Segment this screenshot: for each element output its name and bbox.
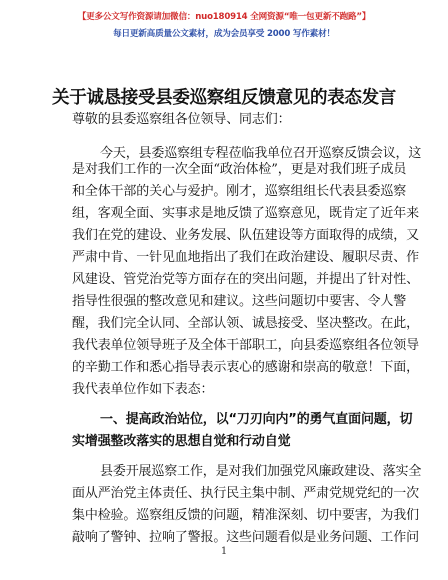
promo-banner-line-1: 【更多公文写作资源请加微信：nuo180914 全网资源“唯一包更新不跑路”】 xyxy=(77,12,371,22)
paragraph-line: 和全体干部的关心与爱护。刚才，巡察组组长代表县委巡察 xyxy=(72,184,407,199)
paragraph-line: 严肃中肯、一针见血地指出了我们在政治建设、履职尽责、作 xyxy=(72,250,419,265)
paragraph-line: 醒，我们完全认同、全部认领、诚恳接受、坚决整改。在此， xyxy=(72,316,419,331)
paragraph-line: 敲响了警钟、拉响了警报。这些问题看似是业务问题、工作问 xyxy=(72,530,419,545)
paragraph-line: 县委开展巡察工作，是对我们加强党风廉政建设、落实全 xyxy=(100,464,422,479)
paragraph-line: 的辛勤工作和悉心指导表示衷心的感谢和崇高的敬意！下面， xyxy=(72,360,419,375)
paragraph-line: 组，客观全面、实事求是地反馈了巡察意见，既肯定了近年来 xyxy=(72,206,419,221)
paragraph-line: 风建设、管党治党等方面存在的突出问题，并提出了针对性、 xyxy=(72,272,419,287)
section-heading: 实增强整改落实的思想自觉和行动自觉 xyxy=(72,434,291,449)
paragraph-line: 我代表单位领导班子及全体干部职工，向县委巡察组各位领导 xyxy=(72,338,419,353)
paragraph-line: 我代表单位作如下表态： xyxy=(72,382,214,397)
salutation: 尊敬的县委巡察组各位领导、同志们： xyxy=(72,112,291,127)
paragraph-line: 集中检验。巡察组反馈的问题，精准深刻、切中要害，为我们 xyxy=(72,508,419,523)
paragraph-line: 面从严治党主体责任、执行民主集中制、严肃党规党纪的一次 xyxy=(72,486,419,501)
paragraph-line: 今天，县委巡察组专程莅临我单位召开巡察反馈会议，这 xyxy=(100,146,422,161)
paragraph-line: 指导性很强的整改意见和建议。这些问题切中要害、令人警 xyxy=(72,294,407,309)
section-heading: 一、提高政治站位，以“刀刃向内”的勇气直面问题，切 xyxy=(100,412,413,427)
page-number: 1 xyxy=(220,546,228,557)
paragraph-line: 是对我们工作的一次全面“政治体检”，更是对我们班子成员 xyxy=(72,162,407,177)
promo-banner-line-2: 每日更新高质量公文素材，成为会员享受 2000 写作素材！ xyxy=(113,29,335,39)
paragraph-line: 我们在党的建设、业务发展、队伍建设等方面取得的成绩，又 xyxy=(72,228,419,243)
document-title: 关于诚恳接受县委巡察组反馈意见的表态发言 xyxy=(52,88,396,108)
